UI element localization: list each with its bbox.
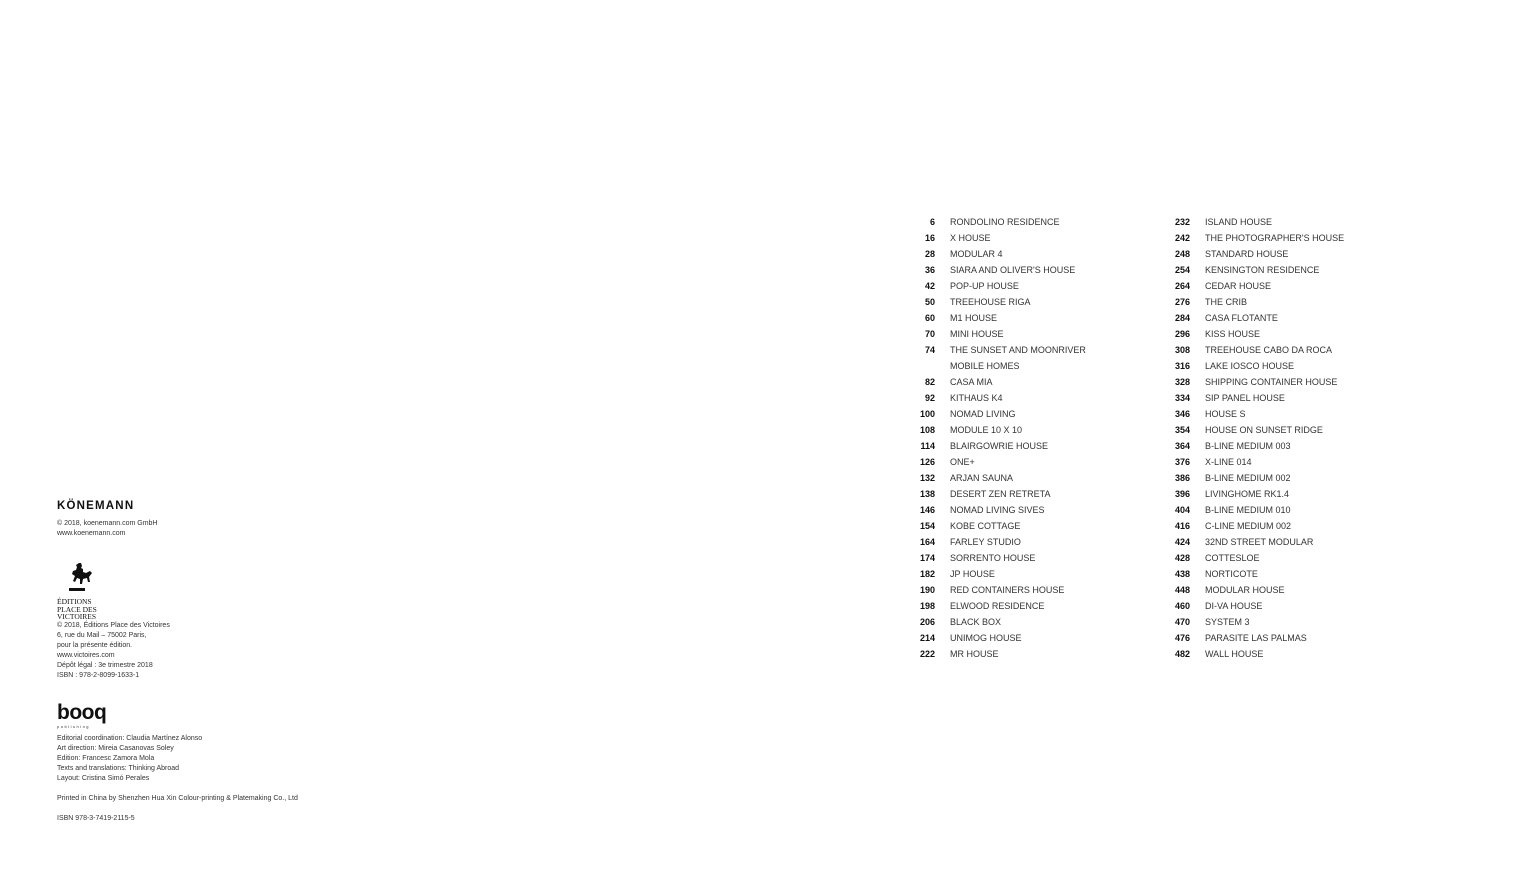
toc-page-number: 174 xyxy=(919,553,935,563)
toc-page-number: 214 xyxy=(919,633,935,643)
toc-title: TREEHOUSE RIGA xyxy=(950,297,1031,307)
toc-page-number: 276 xyxy=(1174,297,1190,307)
info-line: 6, rue du Mail – 75002 Paris, xyxy=(57,632,147,639)
toc-page-number: 138 xyxy=(919,489,935,499)
toc-title: SYSTEM 3 xyxy=(1205,617,1250,627)
toc-title: X-LINE 014 xyxy=(1205,457,1252,467)
toc-entry xyxy=(1156,310,1344,326)
toc-title: PARASITE LAS PALMAS xyxy=(1205,633,1307,643)
toc-title: THE PHOTOGRAPHER'S HOUSE xyxy=(1205,233,1345,243)
toc-title: KITHAUS K4 xyxy=(950,393,1003,403)
toc-page-number: 242 xyxy=(1174,233,1190,243)
credit-line: Art direction: Mireia Casanovas Soley xyxy=(57,745,174,752)
toc-title: B-LINE MEDIUM 002 xyxy=(1205,473,1291,483)
toc-entry xyxy=(901,262,1086,278)
toc-title: NORTICOTE xyxy=(1205,569,1258,579)
toc-entry xyxy=(901,422,1086,438)
toc-entry xyxy=(901,294,1086,310)
toc-title: DI-VA HOUSE xyxy=(1205,601,1263,611)
toc-page-number: 254 xyxy=(1174,265,1190,275)
toc-page-number: 50 xyxy=(924,297,935,307)
info-line: ISBN : 978-2-8099-1633-1 xyxy=(57,672,140,679)
toc-page-number: 482 xyxy=(1174,649,1190,659)
toc-title: LAKE IOSCO HOUSE xyxy=(1205,361,1295,371)
toc-title: MODULE 10 X 10 xyxy=(950,425,1023,435)
toc-title: LIVINGHOME RK1.4 xyxy=(1205,489,1290,499)
toc-page-number: 460 xyxy=(1174,601,1190,611)
toc-title: X HOUSE xyxy=(950,233,991,243)
toc-title: BLAIRGOWRIE HOUSE xyxy=(950,441,1049,451)
toc-page-number: 114 xyxy=(920,441,935,451)
toc-title: ELWOOD RESIDENCE xyxy=(950,601,1045,611)
credits xyxy=(57,734,202,784)
toc-entry xyxy=(1156,502,1344,518)
toc-page-number: 354 xyxy=(1174,425,1190,435)
toc-title: MR HOUSE xyxy=(950,649,999,659)
horse-rider-icon xyxy=(57,562,97,592)
toc-entry xyxy=(901,310,1086,326)
toc-page-number: 146 xyxy=(919,505,935,515)
toc-title: ISLAND HOUSE xyxy=(1205,217,1273,227)
toc-title: MINI HOUSE xyxy=(950,329,1004,339)
toc-page-number: 108 xyxy=(919,425,935,435)
toc-title: TREEHOUSE CABO DA ROCA xyxy=(1205,345,1333,355)
toc-entry xyxy=(1156,342,1344,358)
credit-line: Texts and translations: Thinking Abroad xyxy=(57,765,180,772)
toc-title: RED CONTAINERS HOUSE xyxy=(950,585,1065,595)
toc-entry xyxy=(1156,406,1344,422)
toc-page-number: 428 xyxy=(1174,553,1190,563)
toc-title: KISS HOUSE xyxy=(1205,329,1261,339)
toc-page-number: 126 xyxy=(919,457,935,467)
toc-page-number: 308 xyxy=(1174,345,1190,355)
booq-logo-sub: publishing xyxy=(57,724,91,729)
toc-page-number: 334 xyxy=(1174,393,1190,403)
toc-entry xyxy=(901,518,1086,534)
toc-entry xyxy=(901,486,1086,502)
toc-title: POP-UP HOUSE xyxy=(950,281,1019,291)
toc-page-number: 132 xyxy=(919,473,935,483)
toc-entry xyxy=(1156,646,1344,662)
toc-entry xyxy=(901,502,1086,518)
toc-entry xyxy=(901,326,1086,342)
toc-entry xyxy=(1156,246,1344,262)
toc-title: CASA MIA xyxy=(950,377,993,387)
toc-page-number: 346 xyxy=(1174,409,1190,419)
toc-page-number: 296 xyxy=(1174,329,1190,339)
toc-entry xyxy=(901,406,1086,422)
logo-text-line: ÉDITIONS xyxy=(57,597,92,606)
booq-logo-text: booq xyxy=(57,701,107,724)
toc-page-number: 404 xyxy=(1174,505,1190,515)
toc-title: RONDOLINO RESIDENCE xyxy=(950,217,1060,227)
toc-title: CEDAR HOUSE xyxy=(1205,281,1272,291)
toc-page-number: 182 xyxy=(919,569,935,579)
toc-title: THE SUNSET AND MOONRIVER xyxy=(950,345,1086,355)
credit-line: Edition: Francesc Zamora Mola xyxy=(57,755,155,762)
toc-right-column xyxy=(1156,214,1344,662)
toc-title: ONE+ xyxy=(950,457,975,467)
toc-page-number: 154 xyxy=(919,521,935,531)
toc-entry xyxy=(1156,230,1344,246)
konemann-info xyxy=(57,519,158,539)
toc-title: C-LINE MEDIUM 002 xyxy=(1205,521,1292,531)
toc-page-number: 232 xyxy=(1174,217,1190,227)
toc-entry xyxy=(1156,422,1344,438)
toc-page-number: 476 xyxy=(1174,633,1190,643)
toc-title: HOUSE ON SUNSET RIDGE xyxy=(1205,425,1323,435)
toc-entry xyxy=(901,566,1086,582)
toc-entry xyxy=(1156,374,1344,390)
toc-page-number: 470 xyxy=(1174,617,1190,627)
toc-page-number: 364 xyxy=(1174,441,1190,451)
toc-entry xyxy=(1156,566,1344,582)
victoires-info xyxy=(57,621,170,681)
toc-page-number: 376 xyxy=(1174,457,1190,467)
toc-page-number: 190 xyxy=(919,585,935,595)
toc-page-number: 74 xyxy=(924,345,935,355)
toc-page-number: 264 xyxy=(1174,281,1190,291)
toc-entry xyxy=(1156,454,1344,470)
toc-title: MODULAR HOUSE xyxy=(1205,585,1285,595)
toc-title: UNIMOG HOUSE xyxy=(950,633,1022,643)
toc-title: NOMAD LIVING SIVES xyxy=(950,505,1045,515)
toc-title: SORRENTO HOUSE xyxy=(950,553,1036,563)
info-line: www.koenemann.com xyxy=(57,530,126,537)
toc-title: SIARA AND OLIVER'S HOUSE xyxy=(950,265,1076,275)
credit-line: Layout: Cristina Simó Perales xyxy=(57,775,150,782)
toc-entry xyxy=(901,582,1086,598)
toc-title: M1 HOUSE xyxy=(950,313,998,323)
toc-title: JP HOUSE xyxy=(950,569,995,579)
toc-page-number: 70 xyxy=(924,329,935,339)
toc-title: NOMAD LIVING xyxy=(950,409,1016,419)
toc-entry xyxy=(1156,262,1344,278)
toc-title: HOUSE S xyxy=(1205,409,1246,419)
logo-text-line: PLACE DES xyxy=(57,604,97,614)
isbn-line: ISBN 978-3-7419-2115-5 xyxy=(57,815,135,822)
toc-entry xyxy=(901,550,1086,566)
toc-entry xyxy=(1156,470,1344,486)
toc-page-number: 36 xyxy=(924,265,935,275)
toc-page-number: 16 xyxy=(924,233,935,243)
toc-entry xyxy=(1156,278,1344,294)
toc-page-number xyxy=(901,358,935,374)
info-line: © 2018, koenemann.com GmbH xyxy=(57,520,158,527)
toc-title: MODULAR 4 xyxy=(950,249,1003,259)
toc-entry xyxy=(901,342,1086,358)
victoires-logo xyxy=(57,562,107,621)
toc-page-number: 316 xyxy=(1174,361,1190,371)
credit-line: Editorial coordination: Claudia Martínez Alonso xyxy=(57,735,203,742)
toc-page-number: 198 xyxy=(919,601,935,611)
toc-entry xyxy=(1156,358,1344,374)
toc-page-number: 6 xyxy=(929,217,935,227)
toc-entry xyxy=(1156,614,1344,630)
toc-title: KENSINGTON RESIDENCE xyxy=(1205,265,1320,275)
info-line: www.victoires.com xyxy=(57,652,115,659)
toc-title: CASA FLOTANTE xyxy=(1205,313,1278,323)
toc-entry xyxy=(901,374,1086,390)
toc-page-number: 396 xyxy=(1174,489,1190,499)
toc-entry xyxy=(901,614,1086,630)
toc-title: KOBE COTTAGE xyxy=(950,521,1021,531)
toc-entry xyxy=(1156,326,1344,342)
toc-page-number: 424 xyxy=(1174,537,1190,547)
toc-entry xyxy=(1156,518,1344,534)
toc-entry xyxy=(901,390,1086,406)
logo-text-line: VICTOIRES xyxy=(57,612,97,621)
toc-title: B-LINE MEDIUM 010 xyxy=(1205,505,1291,515)
toc-title: FARLEY STUDIO xyxy=(950,537,1021,547)
toc-entry xyxy=(901,630,1086,646)
toc-entry xyxy=(1156,486,1344,502)
toc-page-number: 60 xyxy=(924,313,935,323)
toc-page-number: 386 xyxy=(1174,473,1190,483)
toc-entry xyxy=(901,646,1086,662)
toc-title: DESERT ZEN RETRETA xyxy=(950,489,1051,499)
toc-title: B-LINE MEDIUM 003 xyxy=(1205,441,1291,451)
toc-title: BLACK BOX xyxy=(950,617,1002,627)
toc-title: ARJAN SAUNA xyxy=(950,473,1014,483)
toc-entry xyxy=(1156,294,1344,310)
toc-entry xyxy=(901,278,1086,294)
toc-entry xyxy=(901,358,1086,374)
info-line: © 2018, Éditions Place des Victoires xyxy=(57,622,170,629)
toc-entry xyxy=(901,454,1086,470)
toc-page-number: 92 xyxy=(924,393,935,403)
toc-title: COTTESLOE xyxy=(1205,553,1260,563)
toc-page-number: 28 xyxy=(924,249,935,259)
toc-page-number: 82 xyxy=(924,377,935,387)
info-line: Dépôt légal : 3e trimestre 2018 xyxy=(57,662,153,669)
toc-page-number: 222 xyxy=(919,649,935,659)
toc-page-number: 42 xyxy=(924,281,935,291)
toc-entry xyxy=(901,438,1086,454)
toc-page-number: 164 xyxy=(919,537,935,547)
toc-entry xyxy=(901,246,1086,262)
konemann-logo: KÖNEMANN xyxy=(57,500,135,512)
toc-entry xyxy=(1156,534,1344,550)
toc-title: SHIPPING CONTAINER HOUSE xyxy=(1205,377,1338,387)
toc-page-number: 206 xyxy=(919,617,935,627)
toc-page-number: 100 xyxy=(919,409,935,419)
toc-title: MOBILE HOMES xyxy=(950,361,1020,371)
toc-entry xyxy=(1156,214,1344,230)
toc-page-number: 438 xyxy=(1174,569,1190,579)
booq-logo xyxy=(57,702,106,729)
toc-entry xyxy=(901,230,1086,246)
toc-entry xyxy=(1156,630,1344,646)
toc-page-number: 328 xyxy=(1174,377,1190,387)
toc-title: STANDARD HOUSE xyxy=(1205,249,1289,259)
printed-line: Printed in China by Shenzhen Hua Xin Colour-printing & Platemaking Co., Ltd xyxy=(57,795,298,802)
toc-entry xyxy=(901,534,1086,550)
toc-page-number: 248 xyxy=(1174,249,1190,259)
toc-page-number: 284 xyxy=(1174,313,1190,323)
toc-title: WALL HOUSE xyxy=(1205,649,1264,659)
toc-left-column xyxy=(901,214,1086,662)
toc-entry xyxy=(901,470,1086,486)
toc-entry xyxy=(1156,582,1344,598)
toc-page-number: 416 xyxy=(1174,521,1190,531)
toc-page-number: 448 xyxy=(1174,585,1190,595)
toc-entry xyxy=(1156,438,1344,454)
toc-entry xyxy=(901,598,1086,614)
toc-title: THE CRIB xyxy=(1205,297,1248,307)
toc-title: SIP PANEL HOUSE xyxy=(1205,393,1285,403)
toc-entry xyxy=(1156,390,1344,406)
toc-entry xyxy=(1156,598,1344,614)
toc-entry xyxy=(1156,550,1344,566)
toc-entry xyxy=(901,214,1086,230)
toc-title: 32ND STREET MODULAR xyxy=(1205,537,1314,547)
info-line: pour la présente édition. xyxy=(57,642,133,649)
